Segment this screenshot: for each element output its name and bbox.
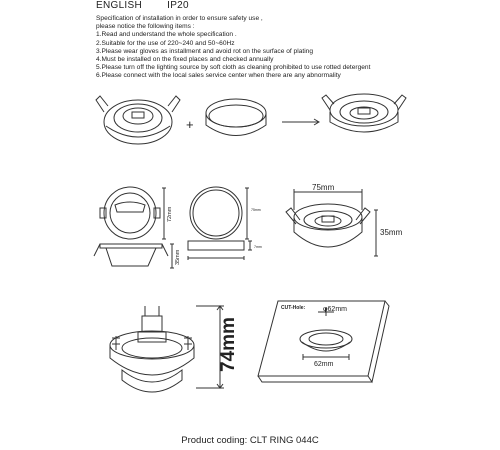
ring-75mm-label: 75mm — [251, 208, 261, 212]
spec-line: 5.Please turn off the lighting source by soft cloth as cleaning prohibited to use rotted detergent — [96, 64, 371, 72]
ceiling-panel-drawing — [258, 301, 389, 382]
spec-line: 4.Must be installed on the fixed places and checked annually — [96, 56, 274, 64]
top-view-drawing — [100, 187, 166, 239]
ring-top-view-drawing — [190, 187, 249, 239]
side-72mm-label: 72mm — [167, 206, 173, 222]
product-coding: Product coding: CLT RING 044C — [181, 435, 319, 446]
spec-line: please notice the following items : — [96, 23, 195, 31]
ring-side-view-drawing — [188, 241, 252, 260]
language-label: ENGLISH — [96, 0, 143, 11]
installed-fixture-drawing — [110, 306, 224, 392]
width-62mm-label: 62mm — [314, 361, 334, 368]
plus-sign: + — [186, 117, 194, 132]
ring-drawing — [206, 99, 266, 136]
diameter-62mm-label: φ62mm — [323, 306, 347, 313]
side-35mm-label: 35mm — [175, 249, 181, 265]
spec-line: 6.Please connect with the local sales service center when there are any abnormality — [96, 72, 341, 80]
ip-rating: IP20 — [167, 0, 189, 11]
spec-line: 3.Please wear gloves as installment and avoid rot on the surface of plating — [96, 47, 313, 55]
height-74mm-label: 74mm — [218, 317, 239, 372]
dimensioned-assembled-drawing — [286, 189, 378, 256]
fixture-drawing — [96, 96, 180, 144]
height-35mm-label: 35mm — [380, 228, 403, 237]
width-75mm-label: 75mm — [312, 183, 335, 192]
assembled-fixture-drawing — [322, 94, 406, 132]
spec-line: 1.Read and understand the whole specification . — [96, 31, 237, 39]
spec-line: Specification of installation in order to ensure safety use , — [96, 15, 263, 22]
spec-line: 2.Suitable for the use of 220~240 and 50~60Hz — [96, 39, 235, 47]
cut-hole-label: CUT-Hole: — [281, 305, 306, 311]
side-view-drawing — [94, 244, 174, 268]
ring-7mm-label: 7mm — [254, 245, 262, 249]
